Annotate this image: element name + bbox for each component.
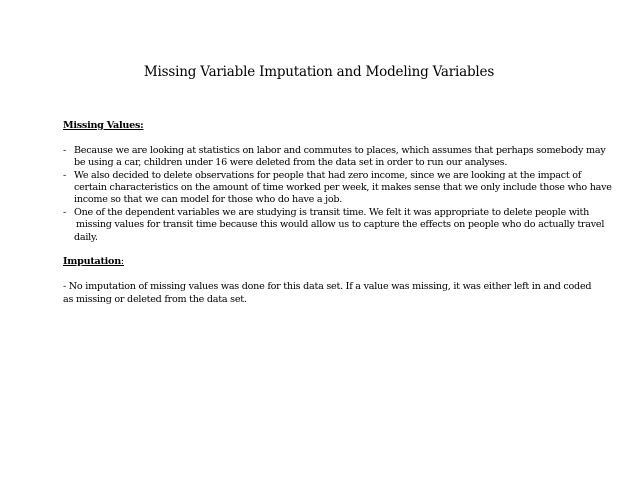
- missing-values-heading: Missing Values:: [63, 120, 144, 131]
- imputation-heading: [63, 256, 623, 268]
- bullet-line: daily.: [74, 231, 98, 243]
- list-item: [63, 207, 623, 244]
- bullet-line: certain characteristics on the amount of time worked per week, it makes sense that we only include those who have: [74, 182, 612, 194]
- bullet-line: missing values for transit time because this would allow us to capture the effects on people who do actually travel: [76, 219, 605, 231]
- missing-values-list: [63, 145, 623, 244]
- bullet-dash: -: [63, 169, 66, 181]
- spacer: [63, 244, 623, 256]
- list-item: [63, 170, 623, 207]
- bullet-line: income so that we can model for those who do have a job.: [74, 194, 343, 206]
- bullet-line: We also decided to delete observations for people that had zero income, since we are looking at the impact of: [74, 169, 582, 181]
- bullet-line: One of the dependent variables we are studying is transit time. We felt it was appropriate to delete people with: [74, 206, 590, 218]
- bullet-dash: -: [63, 144, 66, 156]
- page-title: Missing Variable Imputation and Modeling Variables: [143, 64, 495, 80]
- bullet-line: be using a car, children under 16 were deleted from the data set in order to run our analyses.: [74, 157, 508, 169]
- imputation-line: - No imputation of missing values was done for this data set. If a value was missing, it was either left in and coded: [63, 281, 592, 293]
- imputation-line: as missing or deleted from the data set.: [63, 293, 247, 305]
- list-item: [63, 145, 623, 170]
- spacer: [63, 269, 623, 281]
- bullet-dash: -: [63, 206, 66, 218]
- spacer: [63, 132, 623, 144]
- document-body: [63, 120, 623, 306]
- imputation-heading-text: Imputation: [63, 256, 121, 268]
- imputation-heading-colon: :: [120, 256, 124, 268]
- bullet-line: Because we are looking at statistics on labor and commutes to places, which assumes that perhaps somebody may: [74, 144, 606, 156]
